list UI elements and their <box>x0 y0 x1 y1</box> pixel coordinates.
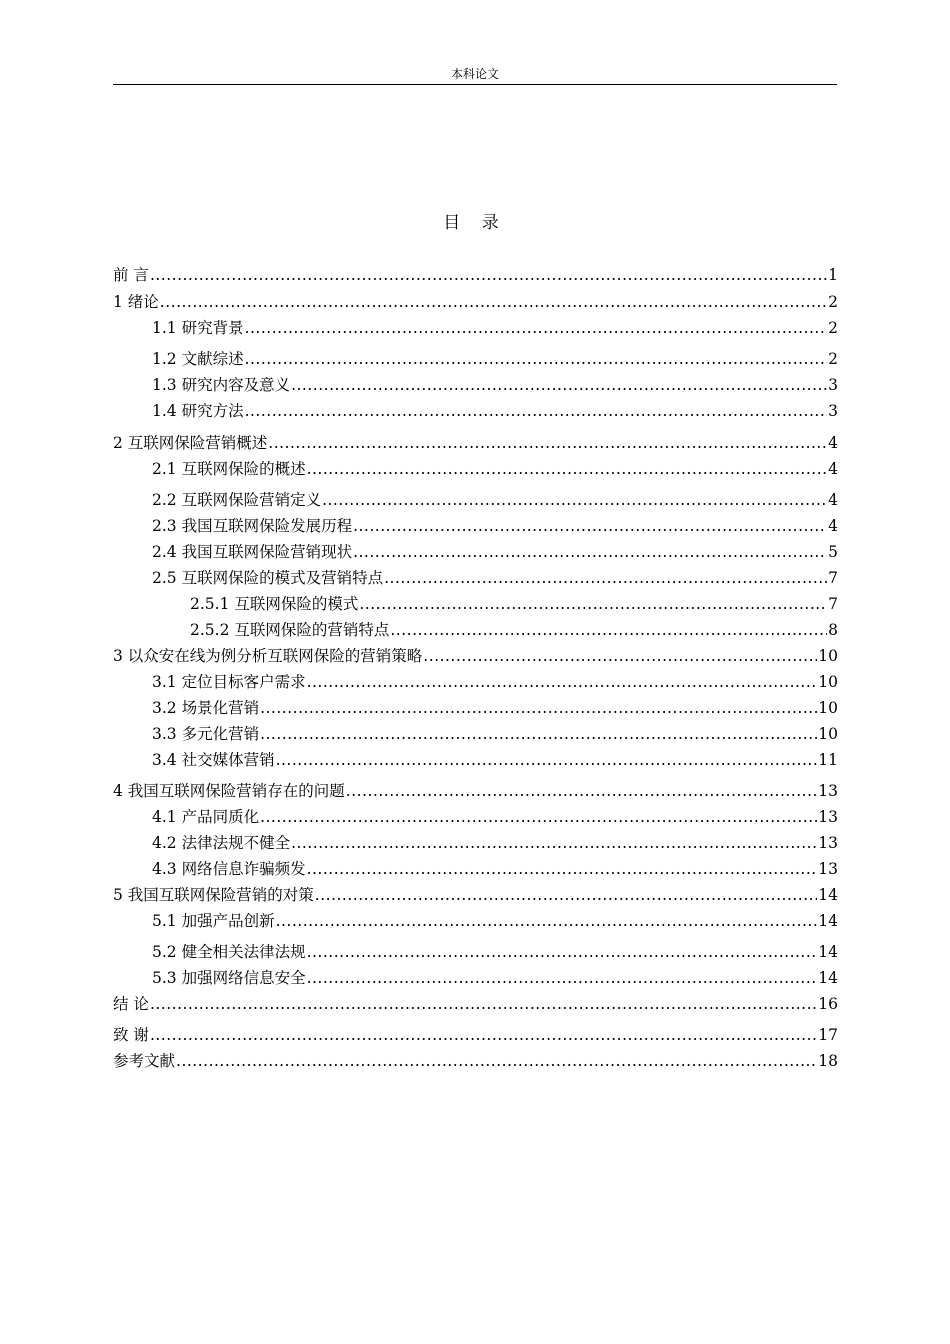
toc-entry-page-number: 18 <box>818 1052 838 1070</box>
toc-entry-label: 1.2 文献综述 <box>152 350 244 368</box>
toc-entry-page-number: 3 <box>828 376 838 394</box>
toc-entry-page-number: 16 <box>818 995 838 1013</box>
toc-entry-page-number: 5 <box>828 543 838 561</box>
toc-dot-leader <box>423 643 817 669</box>
toc-entry-page-number: 13 <box>818 782 838 800</box>
toc-dot-leader <box>276 747 818 773</box>
toc-entry[interactable] <box>113 991 838 1017</box>
toc-dot-leader <box>291 830 817 856</box>
toc-dot-leader <box>260 804 817 830</box>
toc-dot-leader <box>176 1048 817 1074</box>
toc-entry-page-number: 10 <box>818 647 838 665</box>
toc-entry[interactable] <box>190 617 838 643</box>
toc-dot-leader <box>315 882 817 908</box>
toc-entry-label: 4 我国互联网保险营销存在的问题 <box>113 782 345 800</box>
toc-entry-label: 致 谢 <box>113 1026 149 1044</box>
toc-entry-label: 2.5.1 互联网保险的模式 <box>190 595 359 613</box>
toc-entry[interactable] <box>152 856 838 882</box>
toc-entry-page-number: 2 <box>828 350 838 368</box>
toc-entry-page-number: 14 <box>818 969 838 987</box>
toc-entry-label: 3.1 定位目标客户需求 <box>152 673 306 691</box>
toc-entry-label: 1.1 研究背景 <box>152 319 244 337</box>
toc-entry-label: 1.4 研究方法 <box>152 402 244 420</box>
toc-entry[interactable] <box>152 830 838 856</box>
toc-entry-page-number: 7 <box>828 569 838 587</box>
toc-dot-leader <box>260 695 817 721</box>
toc-entry-label: 2.5 互联网保险的模式及营销特点 <box>152 569 384 587</box>
toc-dot-leader <box>260 721 817 747</box>
toc-entry-page-number: 2 <box>828 293 838 311</box>
toc-entry[interactable] <box>152 346 838 372</box>
toc-entry-page-number: 4 <box>828 491 838 509</box>
toc-entry-label: 2.2 互联网保险营销定义 <box>152 491 322 509</box>
toc-dot-leader <box>322 487 827 513</box>
toc-entry-label: 4.1 产品同质化 <box>152 808 260 826</box>
toc-dot-leader <box>160 289 827 315</box>
toc-entry[interactable] <box>113 1048 838 1074</box>
toc-entry-label: 前 言 <box>113 266 149 284</box>
toc-entry[interactable] <box>152 939 838 965</box>
toc-entry[interactable] <box>190 591 838 617</box>
toc-dot-leader <box>353 539 827 565</box>
toc-dot-leader <box>346 778 817 804</box>
toc-entry-page-number: 7 <box>828 595 838 613</box>
toc-entry[interactable] <box>152 315 838 341</box>
header-text: 本科论文 <box>450 67 499 81</box>
toc-entry-label: 2 互联网保险营销概述 <box>113 434 268 452</box>
toc-entry-page-number: 1 <box>828 266 838 284</box>
toc-entry-page-number: 3 <box>828 402 838 420</box>
toc-entry-label: 3.4 社交媒体营销 <box>152 751 275 769</box>
toc-entry-page-number: 13 <box>818 860 838 878</box>
toc-dot-leader <box>150 262 827 288</box>
toc-entry-page-number: 13 <box>818 834 838 852</box>
toc-entry-page-number: 2 <box>828 319 838 337</box>
toc-entry[interactable] <box>113 1022 838 1048</box>
toc-entry[interactable] <box>152 539 838 565</box>
toc-dot-leader <box>150 991 817 1017</box>
toc-entry-page-number: 10 <box>818 699 838 717</box>
toc-entry[interactable] <box>113 882 838 908</box>
toc-entry-page-number: 11 <box>818 751 838 769</box>
toc-dot-leader <box>307 939 818 965</box>
toc-entry[interactable] <box>113 643 838 669</box>
toc-entry-label: 2.1 互联网保险的概述 <box>152 460 306 478</box>
toc-entry[interactable] <box>113 430 838 456</box>
toc-entry-page-number: 4 <box>828 434 838 452</box>
toc-dot-leader <box>359 591 827 617</box>
toc-dot-leader <box>245 315 828 341</box>
toc-dot-leader <box>307 669 818 695</box>
toc-entry[interactable] <box>152 721 838 747</box>
toc-entry-page-number: 8 <box>828 621 838 639</box>
toc-dot-leader <box>245 346 828 372</box>
toc-entry-page-number: 17 <box>818 1026 838 1044</box>
toc-entry-label: 2.3 我国互联网保险发展历程 <box>152 517 353 535</box>
toc-dot-leader <box>353 513 827 539</box>
toc-entry[interactable] <box>152 398 838 424</box>
toc-entry[interactable] <box>152 804 838 830</box>
toc-entry[interactable] <box>152 908 838 934</box>
toc-entry-page-number: 14 <box>818 886 838 904</box>
toc-dot-leader <box>384 565 827 591</box>
toc-entry[interactable] <box>113 778 838 804</box>
toc-entry[interactable] <box>152 372 838 398</box>
toc-entry-label: 结 论 <box>113 995 149 1013</box>
toc-entry[interactable] <box>152 747 838 773</box>
toc-title: 目 录 <box>443 213 507 233</box>
toc-entry-label: 5 我国互联网保险营销的对策 <box>113 886 314 904</box>
toc-entry-label: 3.3 多元化营销 <box>152 725 260 743</box>
toc-entry-label: 1.3 研究内容及意义 <box>152 376 291 394</box>
toc-entry-label: 5.3 加强网络信息安全 <box>152 969 306 987</box>
toc-dot-leader <box>307 456 828 482</box>
toc-entry-page-number: 4 <box>828 517 838 535</box>
toc-entry-label: 参考文献 <box>113 1052 176 1070</box>
toc-dot-leader <box>276 908 818 934</box>
toc-entry-label: 3.2 场景化营销 <box>152 699 260 717</box>
toc-entry-page-number: 10 <box>818 725 838 743</box>
toc-entry-label: 4.2 法律法规不健全 <box>152 834 291 852</box>
page-header <box>113 64 837 85</box>
toc-entry-label: 3 以众安在线为例分析互联网保险的营销策略 <box>113 647 423 665</box>
toc-entry[interactable] <box>152 965 838 991</box>
toc-dot-leader <box>390 617 827 643</box>
toc-entry[interactable] <box>152 487 838 513</box>
toc-entry[interactable] <box>113 262 838 288</box>
toc-entry-page-number: 10 <box>818 673 838 691</box>
toc-entry-label: 5.1 加强产品创新 <box>152 912 275 930</box>
toc-dot-leader <box>307 856 818 882</box>
toc-entry-page-number: 13 <box>818 808 838 826</box>
toc-entry[interactable] <box>113 289 838 315</box>
toc-entry-page-number: 14 <box>818 912 838 930</box>
toc-entry-label: 2.4 我国互联网保险营销现状 <box>152 543 353 561</box>
toc-entry[interactable] <box>152 565 838 591</box>
toc-entry-label: 4.3 网络信息诈骗频发 <box>152 860 306 878</box>
toc-entry-label: 2.5.2 互联网保险的营销特点 <box>190 621 390 639</box>
toc-entry[interactable] <box>152 456 838 482</box>
toc-dot-leader <box>245 398 828 424</box>
toc-dot-leader <box>307 965 818 991</box>
toc-entry-page-number: 4 <box>828 460 838 478</box>
toc-entry-label: 1 绪论 <box>113 293 159 311</box>
toc-entry-label: 5.2 健全相关法律法规 <box>152 943 306 961</box>
toc-entry-page-number: 14 <box>818 943 838 961</box>
toc-entry[interactable] <box>152 695 838 721</box>
toc-dot-leader <box>291 372 827 398</box>
toc-entry[interactable] <box>152 669 838 695</box>
toc-dot-leader <box>268 430 827 456</box>
toc-entry[interactable] <box>152 513 838 539</box>
toc-dot-leader <box>150 1022 817 1048</box>
